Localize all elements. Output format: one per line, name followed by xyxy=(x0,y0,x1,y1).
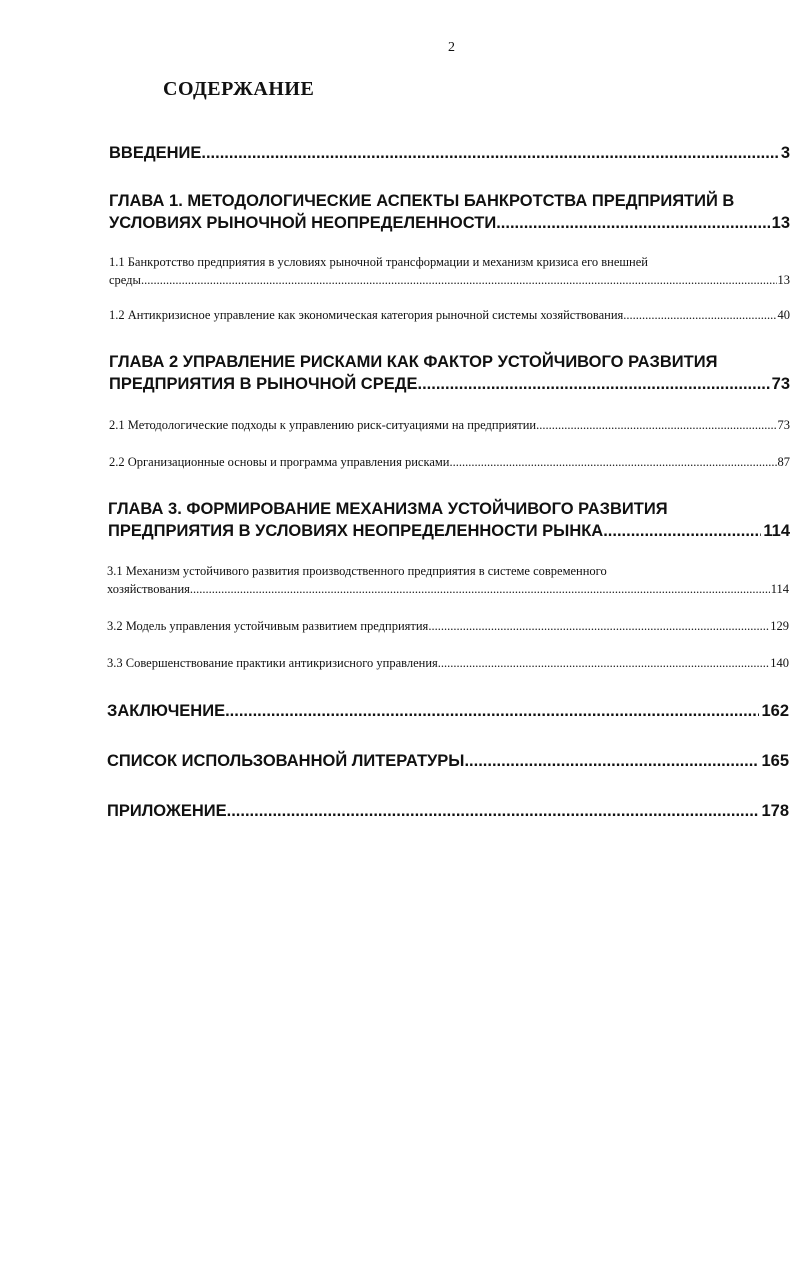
toc-entry-section-2-2[interactable] xyxy=(109,453,790,471)
toc-entry-chapter-2[interactable] xyxy=(109,351,790,395)
toc-entry-label-line2: ПРЕДПРИЯТИЯ В УСЛОВИЯХ НЕОПРЕДЕЛЕННОСТИ РЫНКА xyxy=(108,522,604,540)
dot-leader xyxy=(190,580,770,598)
toc-page-number: 178 xyxy=(761,802,789,820)
toc-entry-conclusion[interactable] xyxy=(107,700,789,722)
toc-line xyxy=(107,654,789,672)
dot-leader xyxy=(536,416,776,434)
dot-leader xyxy=(603,520,761,542)
toc-entry-bibliography[interactable] xyxy=(107,750,789,772)
page-number: 2 xyxy=(448,40,455,55)
toc-entry-label-line1: ГЛАВА 3. ФОРМИРОВАНИЕ МЕХАНИЗМА УСТОЙЧИВОГО РАЗВИТИЯ xyxy=(108,500,668,518)
toc-page-number: 40 xyxy=(777,308,790,322)
toc-entry-label: 1.2 Антикризисное управление как экономическая категория рыночной системы хозяйствования xyxy=(109,308,624,322)
toc-entry-label: СПИСОК ИСПОЛЬЗОВАННОЙ ЛИТЕРАТУРЫ xyxy=(107,752,465,770)
dot-leader xyxy=(225,700,759,722)
toc-page-number: 87 xyxy=(777,455,790,469)
toc-entry-introduction[interactable] xyxy=(109,142,790,164)
toc-entry-label: ПРИЛОЖЕНИЕ xyxy=(107,802,227,820)
toc-entry-label: 3.2 Модель управления устойчивым развитием предприятия xyxy=(107,619,429,633)
toc-line xyxy=(109,306,790,324)
dot-leader xyxy=(201,142,778,164)
toc-entry-chapter-1[interactable] xyxy=(109,190,790,234)
toc-line xyxy=(107,617,789,635)
toc-page-number: 165 xyxy=(761,752,789,770)
toc-line xyxy=(107,580,789,598)
dot-leader xyxy=(464,750,759,772)
toc-entry-label-line2: ПРЕДПРИЯТИЯ В РЫНОЧНОЙ СРЕДЕ xyxy=(109,375,418,393)
toc-entry-label-line1: 1.1 Банкротство предприятия в условиях рыночной трансформации и механизм кризиса его внешней xyxy=(109,255,648,269)
toc-entry-label: 3.3 Совершенствование практики антикризисного управления xyxy=(107,656,438,670)
toc-entry-label: 2.2 Организационные основы и программа управления рисками xyxy=(109,455,450,469)
dot-leader xyxy=(496,212,769,234)
toc-line xyxy=(107,750,789,772)
toc-page-number: 114 xyxy=(770,582,789,596)
toc-entry-label-line1: ГЛАВА 1. МЕТОДОЛОГИЧЕСКИЕ АСПЕКТЫ БАНКРОТСТВА ПРЕДПРИЯТИЙ В xyxy=(109,192,735,210)
toc-line xyxy=(109,142,790,164)
toc-line xyxy=(109,212,790,234)
dot-leader xyxy=(141,271,777,289)
dot-leader xyxy=(227,800,760,822)
dot-leader xyxy=(438,654,769,672)
toc-line xyxy=(107,800,789,822)
toc-entry-label: 2.1 Методологические подходы к управлению риск-ситуациями на предприятии xyxy=(109,418,537,432)
toc-page-number: 162 xyxy=(761,702,789,720)
toc-entry-section-2-1[interactable] xyxy=(109,416,790,434)
toc-entry-section-1-2[interactable] xyxy=(109,306,790,324)
toc-line xyxy=(107,700,789,722)
toc-entry-label-line2: среды xyxy=(109,273,141,287)
toc-page-number: 73 xyxy=(777,418,790,432)
toc-page-number: 73 xyxy=(771,375,790,393)
toc-entry-label-line2: хозяйствования xyxy=(107,582,190,596)
toc-entry-label: ЗАКЛЮЧЕНИЕ xyxy=(107,702,226,720)
toc-page-number: 3 xyxy=(780,144,790,162)
dot-leader xyxy=(623,306,776,324)
toc-page-number: 13 xyxy=(777,273,790,287)
toc-entry-label-line1: 3.1 Механизм устойчивого развития производственного предприятия в системе современного xyxy=(107,564,607,578)
toc-entry-label: ВВЕДЕНИЕ xyxy=(109,144,202,162)
toc-line xyxy=(109,271,790,289)
toc-line xyxy=(109,453,790,471)
dot-leader xyxy=(417,373,769,395)
toc-page-number: 114 xyxy=(763,522,790,540)
toc-line xyxy=(109,416,790,434)
toc-entry-label-line2: УСЛОВИЯХ РЫНОЧНОЙ НЕОПРЕДЕЛЕННОСТИ xyxy=(109,214,497,232)
toc-entry-section-1-1[interactable] xyxy=(109,253,790,289)
toc-page-number: 129 xyxy=(770,619,789,633)
dot-leader xyxy=(450,453,777,471)
toc-entry-label-line1: ГЛАВА 2 УПРАВЛЕНИЕ РИСКАМИ КАК ФАКТОР УСТОЙЧИВОГО РАЗВИТИЯ xyxy=(109,353,718,371)
toc-page-number: 140 xyxy=(770,656,789,670)
toc-entry-section-3-1[interactable] xyxy=(107,562,789,598)
toc-entry-appendix[interactable] xyxy=(107,800,789,822)
toc-entry-chapter-3[interactable] xyxy=(108,498,790,542)
toc-line xyxy=(109,373,790,395)
toc-entry-section-3-2[interactable] xyxy=(107,617,789,635)
toc-line xyxy=(108,520,790,542)
toc-page-number: 13 xyxy=(771,214,790,232)
toc-title: СОДЕРЖАНИЕ xyxy=(163,78,315,100)
dot-leader xyxy=(428,617,769,635)
toc-entry-section-3-3[interactable] xyxy=(107,654,789,672)
